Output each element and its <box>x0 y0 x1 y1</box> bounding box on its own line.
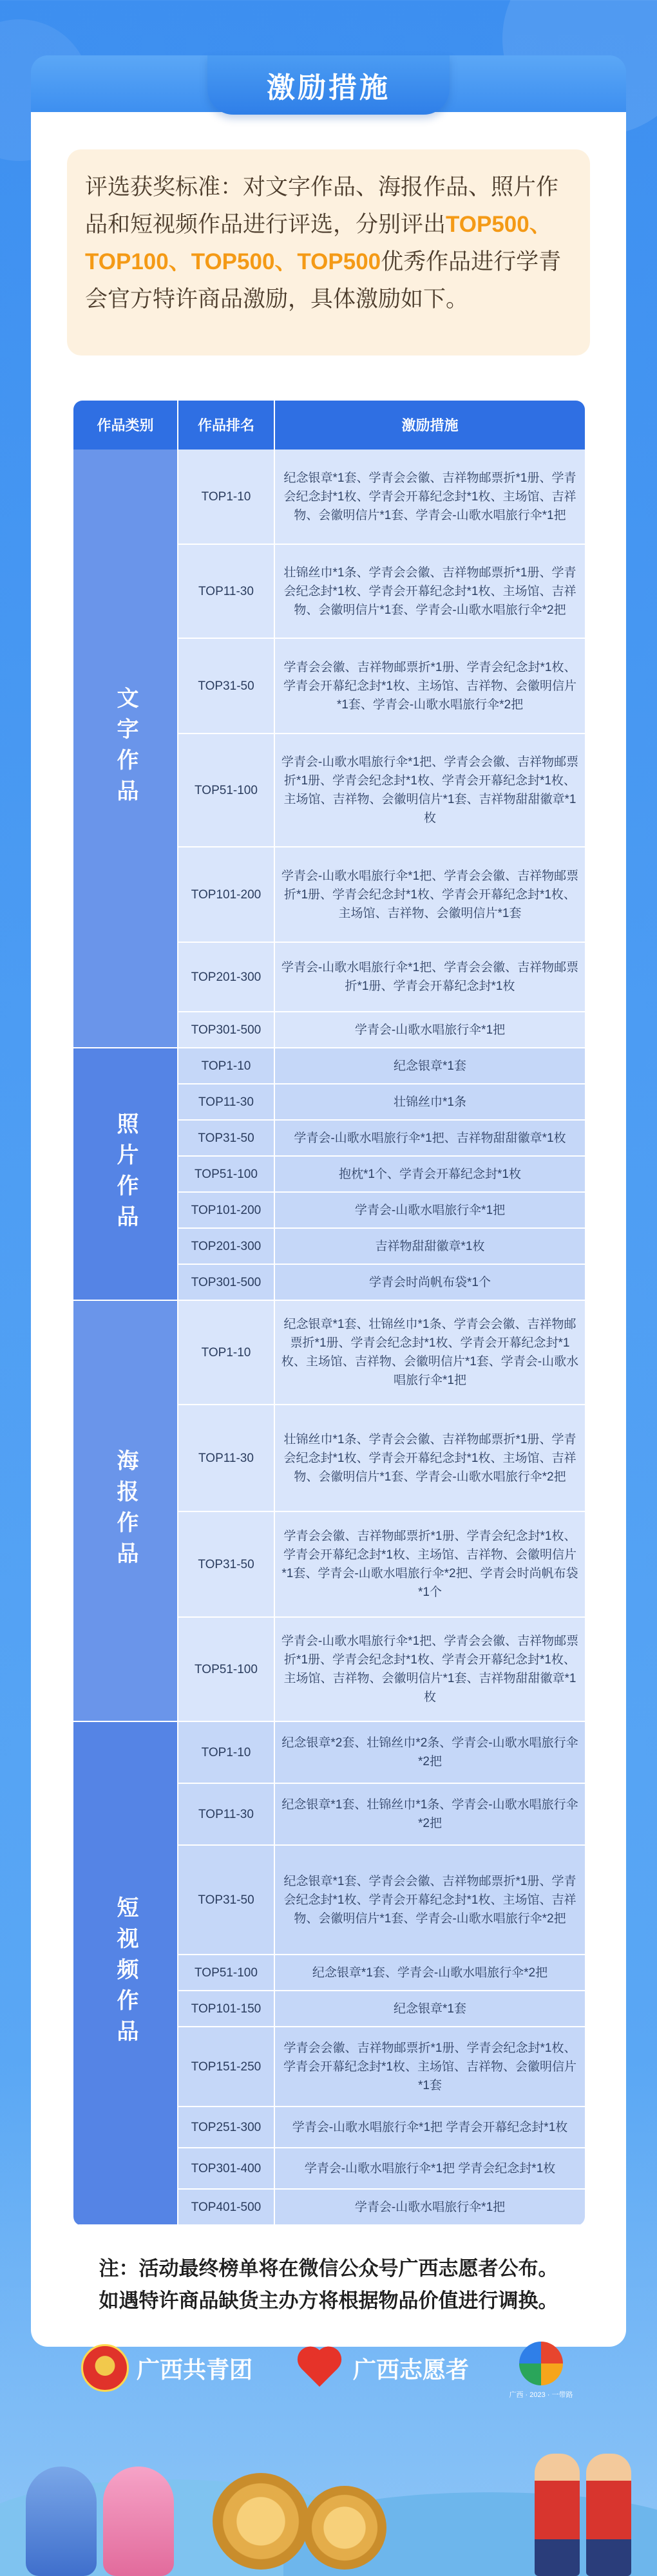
volunteer-figure <box>586 2454 631 2576</box>
logo-gxgqt-text: 广西共青团 <box>137 2356 253 2383</box>
reward-cell: 学青会-山歌水唱旅行伞*1把、学青会会徽、吉祥物邮票折*1册、学青会纪念封*1枚、学青会开幕纪念封*1枚、主场馆、吉祥物、会徽明信片*1套、吉祥物甜甜徽章*1枚 <box>275 734 585 848</box>
reward-cell: 纪念银章*1套、学青会-山歌水唱旅行伞*2把 <box>275 1955 585 1991</box>
rank-cell: TOP101-200 <box>178 1193 275 1229</box>
reward-cell: 学青会会徽、吉祥物邮票折*1册、学青会纪念封*1枚、学青会开幕纪念封*1枚、主场馆、吉祥物、会徽明信片*1套、学青会-山歌水唱旅行伞*2把 <box>275 639 585 734</box>
games-emblem-icon <box>519 2342 563 2385</box>
reward-cell: 学青会-山歌水唱旅行伞*1把、吉祥物甜甜徽章*1枚 <box>275 1121 585 1157</box>
category-cell <box>73 1722 178 2226</box>
games-logo <box>509 2342 573 2412</box>
criteria-text: 评选获奖标准：对文字作品、海报作品、照片作品和短视频作品进行评选，分别评出 <box>85 175 559 237</box>
rank-cell: TOP31-50 <box>178 1121 275 1157</box>
rank-cell: TOP251-300 <box>178 2107 275 2148</box>
rank-cell: TOP101-150 <box>178 1991 275 2027</box>
rank-cell: TOP1-10 <box>178 1722 275 1784</box>
rank-cell: TOP201-300 <box>178 1229 275 1265</box>
section-title: 激励措施 <box>267 72 390 104</box>
rank-cell: TOP31-50 <box>178 1512 275 1618</box>
category-cell <box>73 450 178 1048</box>
table-row <box>73 1048 585 1084</box>
table-row <box>73 1301 585 1405</box>
reward-cell: 学青会-山歌水唱旅行伞*1把 学青会开幕纪念封*1枚 <box>275 2107 585 2148</box>
section-title-banner <box>207 55 450 115</box>
reward-cell: 学青会-山歌水唱旅行伞*1把 <box>275 2190 585 2226</box>
reward-cell: 抱枕*1个、学青会开幕纪念封*1枚 <box>275 1157 585 1193</box>
reward-cell: 学青会时尚帆布袋*1个 <box>275 1265 585 1301</box>
reward-cell: 壮锦丝巾*1条、学青会会徽、吉祥物邮票折*1册、学青会纪念封*1枚、学青会开幕纪念封*1枚、主场馆、吉祥物、会徽明信片*1套、学青会-山歌水唱旅行伞*2把 <box>275 545 585 639</box>
reward-cell: 学青会-山歌水唱旅行伞*1把、学青会会徽、吉祥物邮票折*1册、学青会开幕纪念封*1枚 <box>275 943 585 1012</box>
reward-cell: 纪念银章*1套、学青会会徽、吉祥物邮票折*1册、学青会纪念封*1枚、学青会开幕纪念封*1枚、主场馆、吉祥物、会徽明信片*1套、学青会-山歌水唱旅行伞*1把 <box>275 450 585 545</box>
note-line-1: 注：活动最终榜单将在微信公众号广西志愿者公布。 <box>99 2257 558 2280</box>
category-label: 短视频作品 <box>113 1896 138 2050</box>
footer-illustration <box>0 2421 657 2576</box>
rank-cell: TOP11-30 <box>178 545 275 639</box>
volunteer-figure <box>535 2454 580 2576</box>
reward-cell: 学青会会徽、吉祥物邮票折*1册、学青会纪念封*1枚、学青会开幕纪念封*1枚、主场馆、吉祥物、会徽明信片*1套 <box>275 2027 585 2107</box>
header-rank: 作品排名 <box>178 401 275 450</box>
reward-cell: 学青会会徽、吉祥物邮票折*1册、学青会纪念封*1枚、学青会开幕纪念封*1枚、主场馆、吉祥物、会徽明信片*1套、学青会-山歌水唱旅行伞*2把、学青会时尚帆布袋*1个 <box>275 1512 585 1618</box>
category-cell <box>73 1048 178 1301</box>
rank-cell: TOP101-200 <box>178 848 275 943</box>
rank-cell: TOP151-250 <box>178 2027 275 2107</box>
rank-cell: TOP31-50 <box>178 639 275 734</box>
rank-cell: TOP51-100 <box>178 734 275 848</box>
category-label: 海报作品 <box>113 1449 138 1573</box>
reward-cell: 纪念银章*1套、壮锦丝巾*1条、学青会会徽、吉祥物邮票折*1册、学青会纪念封*1枚、学青会开幕纪念封*1枚、主场馆、吉祥物、会徽明信片*1套、学青会-山歌水唱旅行伞*1把 <box>275 1301 585 1405</box>
rank-cell: TOP51-100 <box>178 1618 275 1722</box>
category-cell <box>73 1301 178 1722</box>
reward-cell: 学青会-山歌水唱旅行伞*1把 <box>275 1012 585 1048</box>
reward-cell: 吉祥物甜甜徽章*1枚 <box>275 1229 585 1265</box>
rank-cell: TOP31-50 <box>178 1846 275 1955</box>
reward-cell: 纪念银章*1套、学青会会徽、吉祥物邮票折*1册、学青会纪念封*1枚、学青会开幕纪念封*1枚、主场馆、吉祥物、会徽明信片*1套、学青会-山歌水唱旅行伞*2把 <box>275 1846 585 1955</box>
category-label: 文字作品 <box>113 687 138 810</box>
reward-cell: 纪念银章*2套、壮锦丝巾*2条、学青会-山歌水唱旅行伞*2把 <box>275 1722 585 1784</box>
reward-cell: 学青会-山歌水唱旅行伞*1把 学青会纪念封*1枚 <box>275 2148 585 2190</box>
reward-cell: 纪念银章*1套 <box>275 1048 585 1084</box>
mascot-figure <box>103 2467 174 2576</box>
rank-cell: TOP301-400 <box>178 2148 275 2190</box>
incentive-table <box>73 401 585 2226</box>
criteria-box <box>67 149 590 355</box>
youth-league-emblem-icon <box>81 2344 129 2392</box>
bronze-drum-icon <box>303 2486 386 2570</box>
rank-cell: TOP11-30 <box>178 1405 275 1512</box>
table-header-row <box>73 401 585 450</box>
table-row <box>73 1722 585 1784</box>
rank-cell: TOP51-100 <box>178 1157 275 1193</box>
rank-cell: TOP401-500 <box>178 2190 275 2226</box>
rank-cell: TOP301-500 <box>178 1012 275 1048</box>
reward-cell: 学青会-山歌水唱旅行伞*1把、学青会会徽、吉祥物邮票折*1册、学青会纪念封*1枚、学青会开幕纪念封*1枚、主场馆、吉祥物、会徽明信片*1套 <box>275 848 585 943</box>
rank-cell: TOP301-500 <box>178 1265 275 1301</box>
rank-cell: TOP11-30 <box>178 1084 275 1121</box>
rank-cell: TOP51-100 <box>178 1955 275 1991</box>
games-logo-caption: 广西 · 2023 · 一带路 <box>509 2391 573 2399</box>
logo-gxgqt <box>81 2344 252 2392</box>
logo-gxzyz <box>294 2344 469 2392</box>
reward-cell: 学青会-山歌水唱旅行伞*1把、学青会会徽、吉祥物邮票折*1册、学青会纪念封*1枚、学青会开幕纪念封*1枚、主场馆、吉祥物、会徽明信片*1套、吉祥物甜甜徽章*1枚 <box>275 1618 585 1722</box>
reward-cell: 学青会-山歌水唱旅行伞*1把 <box>275 1193 585 1229</box>
reward-cell: 纪念银章*1套、壮锦丝巾*1条、学青会-山歌水唱旅行伞*2把 <box>275 1784 585 1846</box>
rank-cell: TOP1-10 <box>178 1048 275 1084</box>
rank-cell: TOP1-10 <box>178 450 275 545</box>
header-category: 作品类别 <box>73 401 178 450</box>
bronze-drum-icon <box>213 2473 309 2570</box>
mascot-figure <box>26 2467 97 2576</box>
header-reward: 激励措施 <box>275 401 585 450</box>
logo-gxzyz-text: 广西志愿者 <box>353 2356 470 2383</box>
table-row <box>73 450 585 545</box>
volunteer-heart-icon <box>294 2344 345 2392</box>
rank-cell: TOP1-10 <box>178 1301 275 1405</box>
reward-cell: 壮锦丝巾*1条 <box>275 1084 585 1121</box>
criteria-text-end: 优秀作品进行学青会官方特许商品激励，具体激励如下。 <box>85 249 562 312</box>
reward-cell: 壮锦丝巾*1条、学青会会徽、吉祥物邮票折*1册、学青会纪念封*1枚、学青会开幕纪念封*1枚、主场馆、吉祥物、会徽明信片*1套、学青会-山歌水唱旅行伞*2把 <box>275 1405 585 1512</box>
note <box>54 2253 603 2317</box>
category-label: 照片作品 <box>113 1112 138 1236</box>
rank-cell: TOP201-300 <box>178 943 275 1012</box>
rank-cell: TOP11-30 <box>178 1784 275 1846</box>
note-line-2: 如遇特许商品缺货主办方将根据物品价值进行调换。 <box>99 2289 558 2312</box>
reward-cell: 纪念银章*1套 <box>275 1991 585 2027</box>
criteria-highlight: TOP500、TOP100、TOP500、TOP500 <box>85 212 552 274</box>
